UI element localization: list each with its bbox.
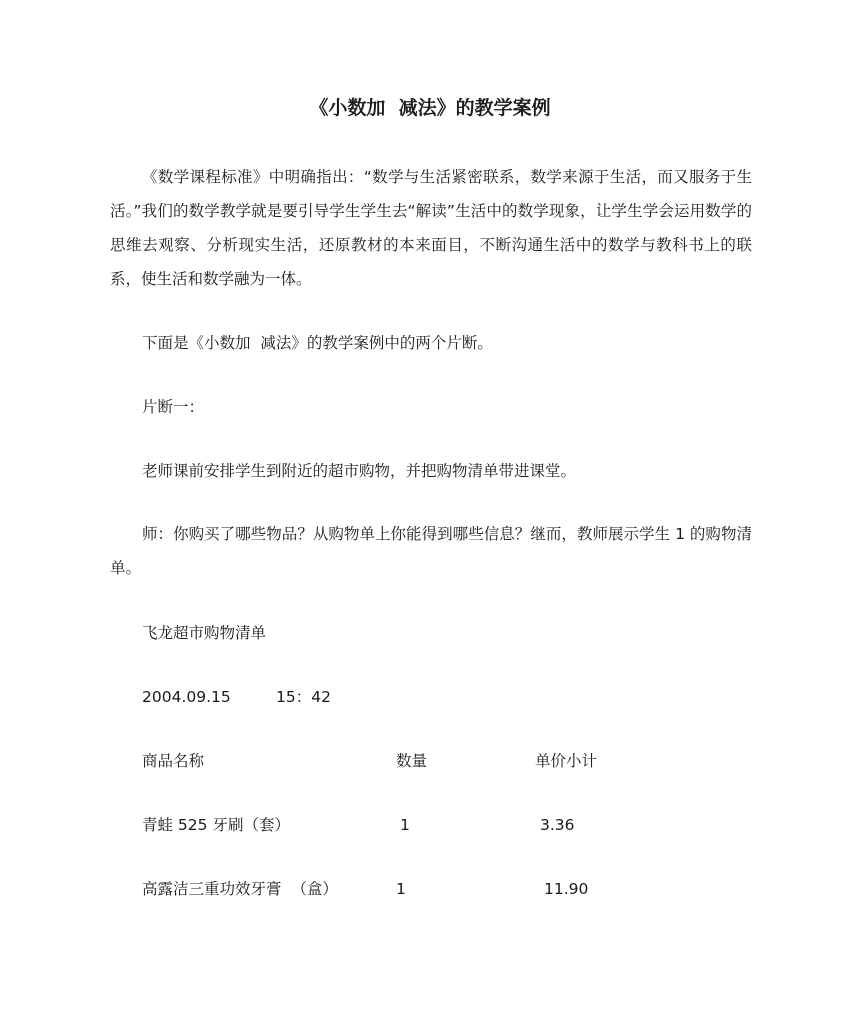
item-name: 青蛙 525 牙刷（套） — [142, 816, 290, 834]
item-price: 3.36 — [540, 816, 575, 834]
header-item-name: 商品名称 — [142, 752, 205, 770]
fragments-intro-paragraph: 下面是《小数加 减法》的教学案例中的两个片断。 — [142, 334, 493, 352]
document-title: 《小数加 减法》的教学案例 — [309, 97, 551, 119]
item-name: 高露洁三重功效牙膏 （盒） — [142, 880, 338, 898]
header-unit-price-subtotal: 单价小计 — [535, 752, 598, 770]
receipt-date: 2004.09.15 — [142, 688, 231, 706]
item-quantity: 1 — [396, 880, 406, 898]
item-quantity: 1 — [400, 816, 410, 834]
item-price: 11.90 — [544, 880, 589, 898]
teacher-question-paragraph: 师：你购买了哪些物品？从购物单上你能得到哪些信息？继而，教师展示学生 1 的购物清单。 — [110, 525, 752, 577]
intro-paragraph: 《数学课程标准》中明确指出：“数学与生活紧密联系，数学来源于生活，而又服务于生活。”我们的数学教学就是要引导学生学生去“解读”生活中的数学现象，让学生学会运用数学的思维去观察、分析现实生活，还原教材的本来面目，不断沟通生活中的数学与教科书上的联系，使生活和数学融为一体。 — [110, 168, 752, 288]
fragment-one-heading: 片断一： — [142, 398, 205, 416]
arrangement-paragraph: 老师课前安排学生到附近的超市购物，并把购物清单带进课堂。 — [142, 462, 577, 480]
receipt-time: 15：42 — [276, 688, 331, 706]
receipt-store-name: 飞龙超市购物清单 — [142, 624, 267, 642]
header-quantity: 数量 — [396, 752, 428, 770]
